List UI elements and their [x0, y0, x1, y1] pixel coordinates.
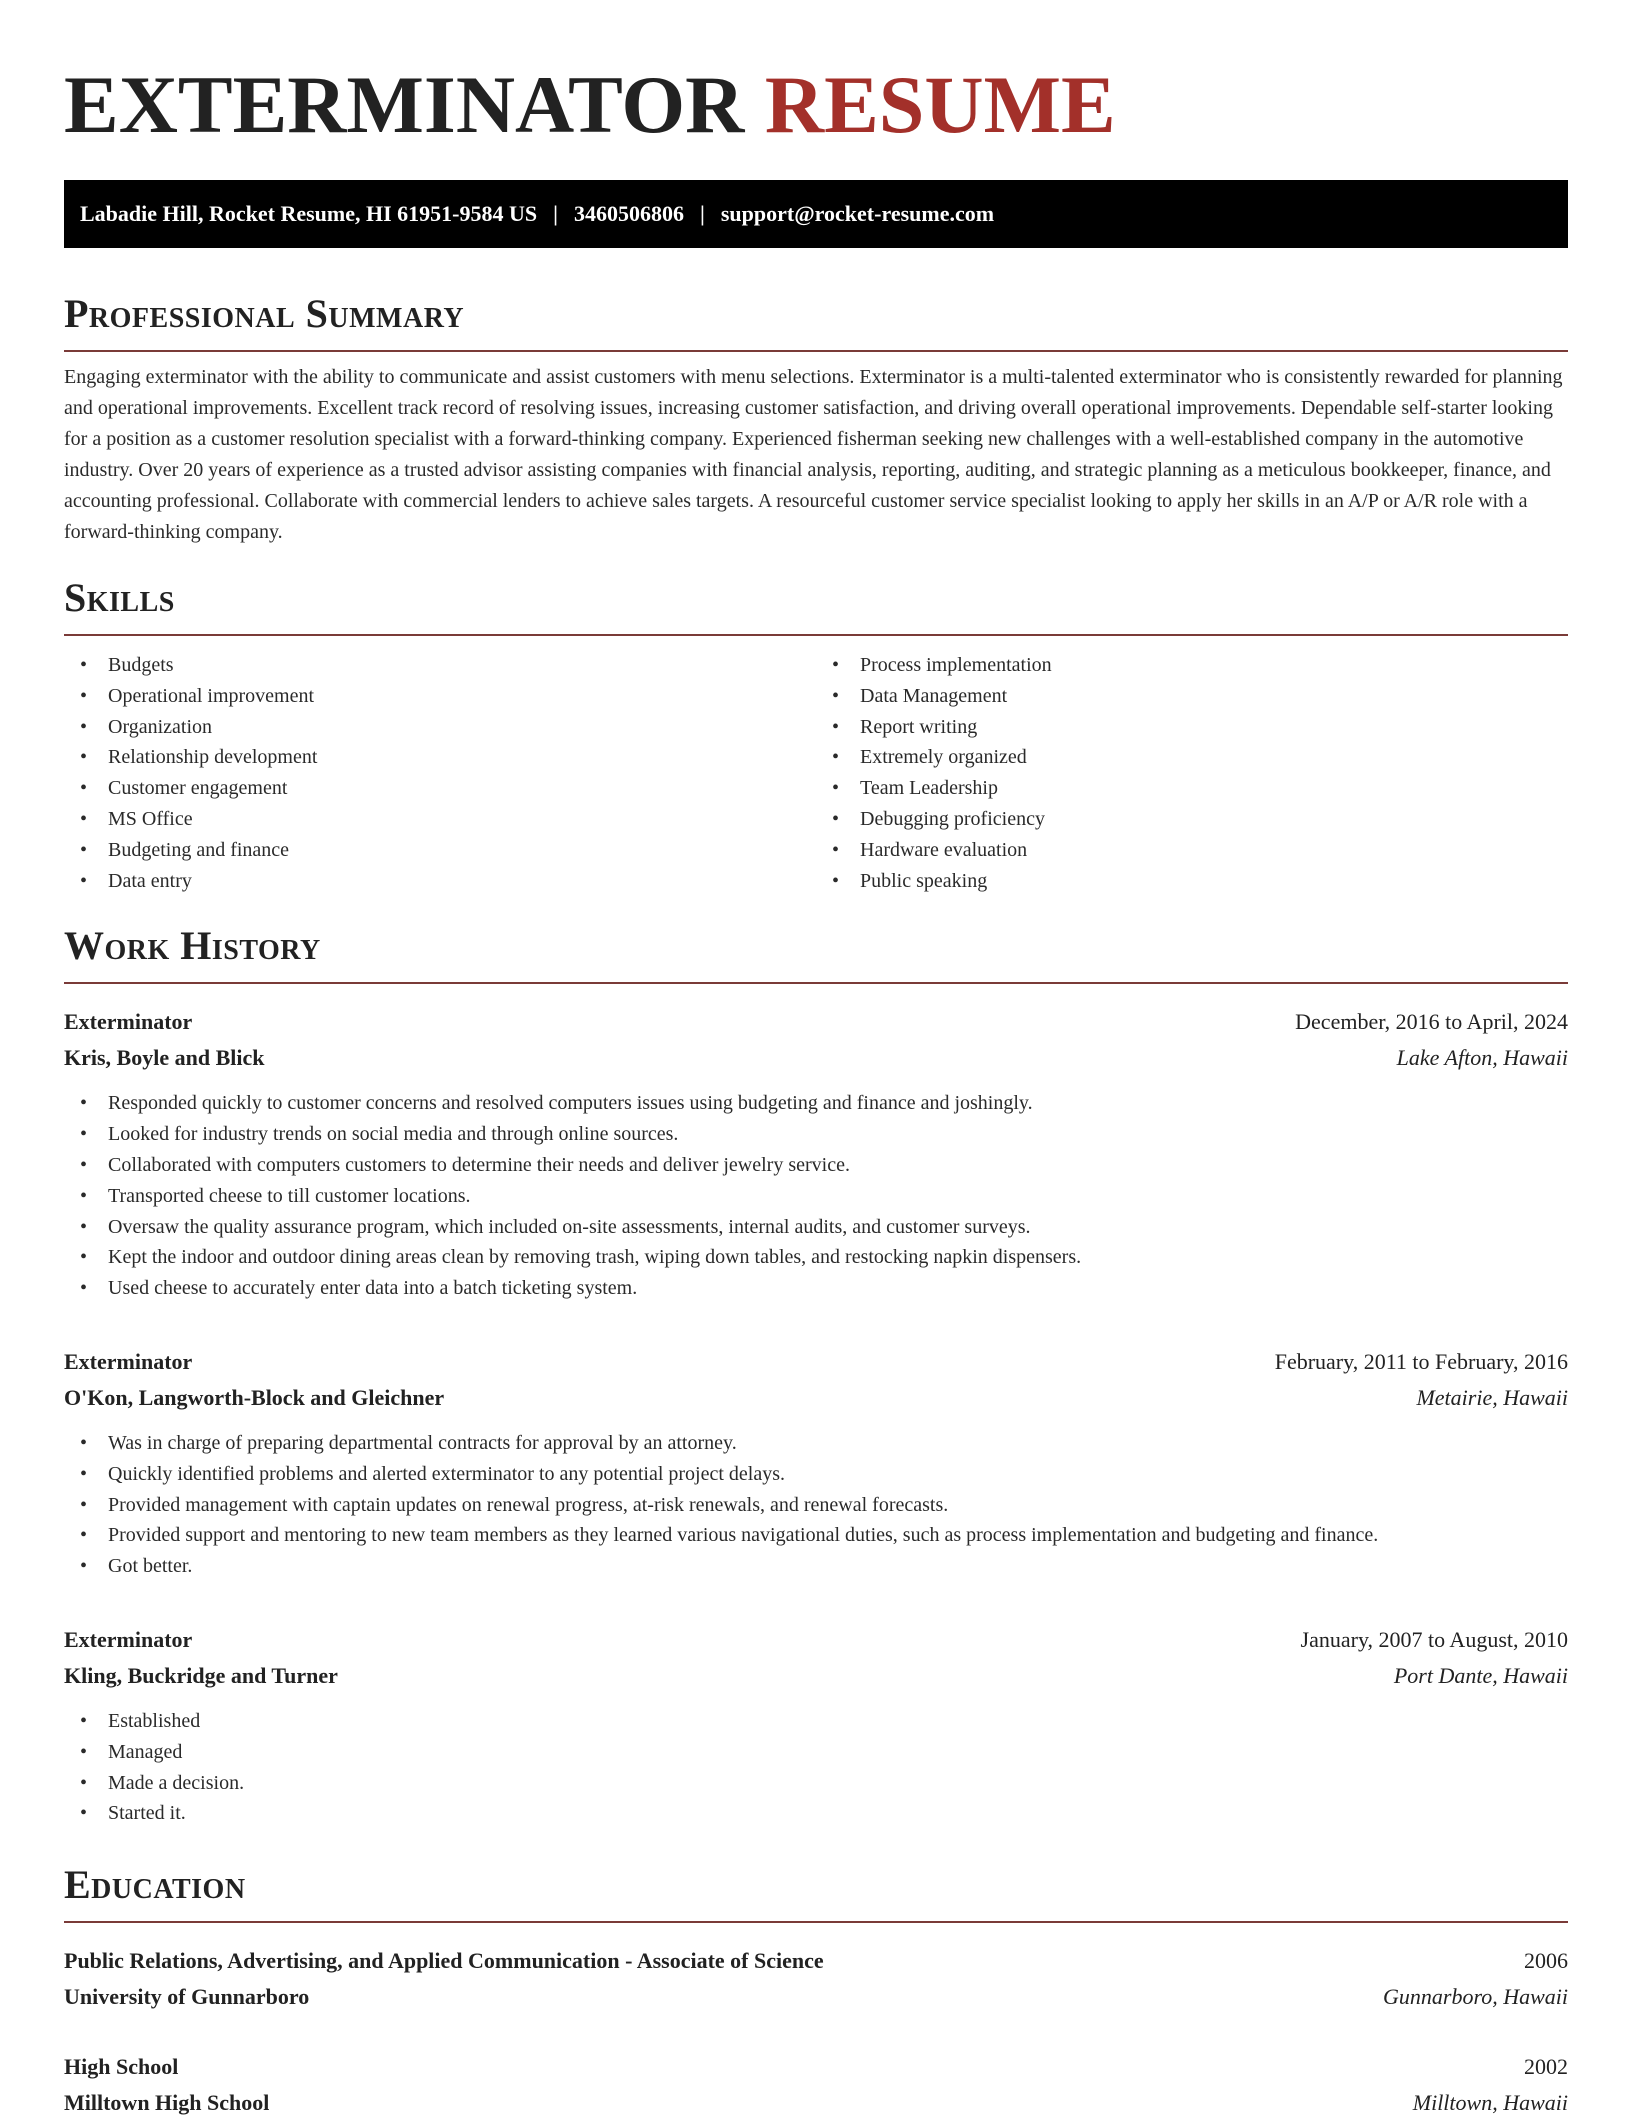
education-year: 2002: [1524, 2054, 1568, 2080]
skill-item: • Extremely organized: [816, 742, 1568, 773]
section-heading: Work History: [64, 923, 321, 969]
education-degree: Public Relations, Advertising, and Applied Communication - Associate of Science: [64, 1948, 824, 1974]
job-duty: • Transported cheese to till customer locations.: [64, 1181, 1568, 1212]
skill-item: • Data entry: [64, 866, 816, 897]
section-divider: [64, 1921, 1568, 1923]
title-part-1: EXTERMINATOR: [64, 59, 745, 150]
job-title: Exterminator: [64, 1348, 193, 1374]
job-duty: • Looked for industry trends on social media and through online sources.: [64, 1119, 1568, 1150]
job-duties: [64, 1088, 1568, 1304]
education-location: Milltown, Hawaii: [1412, 2090, 1568, 2116]
contact-address: Labadie Hill, Rocket Resume, HI 61951-9584 US: [80, 201, 538, 226]
contact-separator: |: [699, 201, 705, 226]
job-duty: • Used cheese to accurately enter data into a batch ticketing system.: [64, 1273, 1568, 1304]
job-duty: • Quickly identified problems and alerted exterminator to any potential project delays.: [64, 1459, 1568, 1490]
education-entry: [64, 1943, 1568, 2015]
education-school: Milltown High School: [64, 2090, 270, 2116]
section-heading: Skills: [64, 575, 175, 620]
skill-item: • Budgeting and finance: [64, 835, 816, 866]
job-duty: • Collaborated with computers customers to determine their needs and deliver jewelry service.: [64, 1150, 1568, 1181]
job-duty: • Started it.: [64, 1798, 1568, 1829]
job-location: Port Dante, Hawaii: [1393, 1662, 1568, 1688]
job-dates: February, 2011 to February, 2016: [1274, 1348, 1568, 1374]
job-duty: • Managed: [64, 1737, 1568, 1768]
resume-title: [64, 59, 1568, 150]
education-location: Gunnarboro, Hawaii: [1383, 1984, 1568, 2010]
job-company: Kris, Boyle and Blick: [64, 1045, 265, 1071]
skill-item: • Report writing: [816, 712, 1568, 743]
skill-item: • Data Management: [816, 681, 1568, 712]
education-year: 2006: [1524, 1948, 1568, 1974]
skill-item: • Process implementation: [816, 650, 1568, 681]
professional-summary-section: [64, 292, 1568, 548]
job-entry: [64, 1004, 1568, 1304]
skill-item: • Public speaking: [816, 866, 1568, 897]
skills-column-right: [816, 650, 1568, 896]
title-part-2: RESUME: [764, 59, 1116, 150]
contact-bar: [64, 180, 1568, 248]
job-duty: • Established: [64, 1706, 1568, 1737]
job-entry: [64, 1344, 1568, 1582]
skill-item: • Relationship development: [64, 742, 816, 773]
summary-text: Engaging exterminator with the ability to communicate and assist customers with menu selections. Exterminator is a multi-talented exterminator who is consistently rewarded for planning and operational improvements. Excellent track record of resolving issues, increasing customer satisfaction, and driving overall operational improvements. Dependable self-starter looking for a position as a customer resolution specialist with a forward-thinking company. Experienced fisherman seeking new challenges with a well-established company in the automotive industry. Over 20 years of experience as a trusted advisor assisting companies with financial analysis, reporting, auditing, and strategic planning as a meticulous bookkeeper, finance, and accounting professional. Collaborate with commercial lenders to achieve sales targets. A resourceful customer service specialist looking to apply her skills in an A/P or A/R role with a forward-thinking company.: [64, 366, 1563, 543]
job-company: Kling, Buckridge and Turner: [64, 1662, 338, 1688]
job-entry: [64, 1622, 1568, 1829]
skill-item: • Organization: [64, 712, 816, 743]
job-company: O'Kon, Langworth-Block and Gleichner: [64, 1384, 445, 1410]
section-heading: Education: [64, 1862, 246, 1908]
job-duty: • Provided support and mentoring to new team members as they learned various navigational duties, such as process implementation and budgeting and finance.: [64, 1520, 1568, 1551]
contact-phone: 3460506806: [573, 201, 684, 226]
education-entry: [64, 2049, 1568, 2121]
skill-item: • Budgets: [64, 650, 816, 681]
job-title: Exterminator: [64, 1626, 193, 1652]
job-duty: • Was in charge of preparing departmental contracts for approval by an attorney.: [64, 1428, 1568, 1459]
education-degree: High School: [64, 2054, 179, 2080]
job-duty: • Responded quickly to customer concerns and resolved computers issues using budgeting and finance and joshingly.: [64, 1088, 1568, 1119]
skill-item: • MS Office: [64, 804, 816, 835]
skills-section: [64, 576, 1568, 896]
job-location: Lake Afton, Hawaii: [1396, 1045, 1568, 1071]
job-duty: • Oversaw the quality assurance program, which included on-site assessments, internal audits, and customer surveys.: [64, 1212, 1568, 1243]
job-duties: [64, 1428, 1568, 1582]
skill-item: • Hardware evaluation: [816, 835, 1568, 866]
job-duty: • Made a decision.: [64, 1768, 1568, 1799]
job-dates: December, 2016 to April, 2024: [1295, 1009, 1568, 1035]
job-duty: • Got better.: [64, 1551, 1568, 1582]
education-section: [64, 1863, 1568, 2121]
section-divider: [64, 634, 1568, 636]
job-duties: [64, 1706, 1568, 1829]
job-dates: January, 2007 to August, 2010: [1300, 1626, 1568, 1652]
work-history-section: [64, 924, 1568, 1829]
job-duty: • Kept the indoor and outdoor dining areas clean by removing trash, wiping down tables, and restocking napkin dispensers.: [64, 1242, 1568, 1273]
section-heading: Professional Summary: [64, 291, 465, 336]
section-divider: [64, 982, 1568, 984]
job-title: Exterminator: [64, 1009, 193, 1035]
skills-grid: [64, 650, 1568, 896]
skill-item: • Team Leadership: [816, 773, 1568, 804]
job-duty: • Provided management with captain updates on renewal progress, at-risk renewals, and renewal forecasts.: [64, 1490, 1568, 1521]
skill-item: • Customer engagement: [64, 773, 816, 804]
section-divider: [64, 350, 1568, 352]
education-school: University of Gunnarboro: [64, 1984, 310, 2010]
contact-separator: |: [553, 201, 558, 226]
job-location: Metairie, Hawaii: [1416, 1384, 1568, 1410]
skills-column-left: [64, 650, 816, 896]
skill-item: • Debugging proficiency: [816, 804, 1568, 835]
contact-email: support@rocket-resume.com: [720, 201, 995, 226]
skill-item: • Operational improvement: [64, 681, 816, 712]
